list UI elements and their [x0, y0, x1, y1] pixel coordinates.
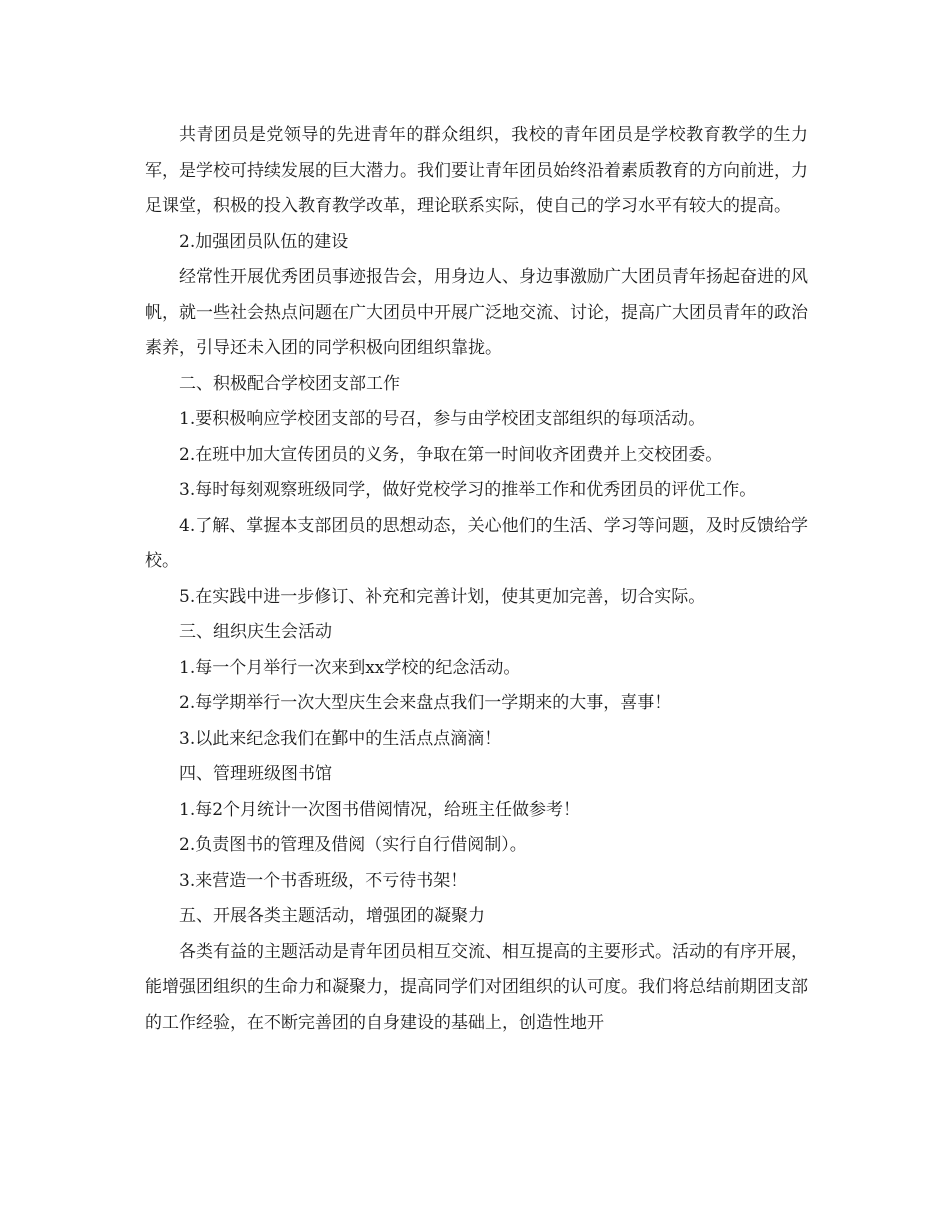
section-heading-3: 三、组织庆生会活动	[179, 622, 332, 642]
paragraph-intro: 共青团员是党领导的先进青年的群众组织，我校的青年团员是学校教育教学的生力军，是学校可持续发展的巨大潜力。我们要让青年团员始终沿着素质教育的方向前进，力足课堂，积极的投入教育教学改革，理论联系实际，使自己的学习水平有较大的提高。	[145, 125, 808, 216]
list-item: 3.以此来纪念我们在鄞中的生活点点滴滴！	[179, 728, 502, 749]
list-item: 3.每时每刻观察班级同学，做好党校学习的推举工作和优秀团员的评优工作。	[179, 480, 757, 500]
list-item: 2.每学期举行一次大型庆生会来盘点我们一学期来的大事，喜事！	[179, 693, 672, 713]
list-item: 1.每2个月统计一次图书借阅情况，给班主任做参考！	[179, 799, 581, 820]
section-heading-2: 二、积极配合学校团支部工作	[179, 373, 400, 394]
list-item: 5.在实践中进一步修订、补充和完善计划，使其更加完善，切合实际。	[179, 586, 706, 607]
list-item: 4.了解、掌握本支部团员的思想动态，关心他们的生活、学习等问题，及时反馈给学校。	[145, 515, 808, 571]
document-body	[145, 118, 808, 1041]
section-heading-4: 四、管理班级图书馆	[179, 764, 332, 784]
list-item: 1.要积极响应学校团支部的号召，参与由学校团支部组织的每项活动。	[179, 409, 706, 429]
paragraph-report-meetings: 经常性开展优秀团员事迹报告会，用身边人、身边事激励广大团员青年扬起奋进的风帆，就一些社会热点问题在广大团员中开展广泛地交流、讨论，提高广大团员青年的政治素养，引导还未入团的同学积极向团组织靠拢。	[145, 267, 808, 358]
list-item: 1.每一个月举行一次来到xx学校的纪念活动。	[179, 657, 521, 678]
list-item: 2.负责图书的管理及借阅（实行自行借阅制）。	[179, 835, 527, 855]
list-item: 2.在班中加大宣传团员的义务，争取在第一时间收齐团费并上交校团委。	[179, 444, 723, 465]
list-item: 3.来营造一个书香班级，不亏待书架！	[179, 870, 468, 891]
paragraph-theme-activities: 各类有益的主题活动是青年团员相互交流、相互提高的主要形式。活动的有序开展，能增强团组织的生命力和凝聚力，提高同学们对团组织的认可度。我们将总结前期团支部的工作经验，在不断完善团的自身建设的基础上，创造性地开	[145, 941, 808, 1033]
section-heading-5: 五、开展各类主题活动，增强团的凝聚力	[179, 906, 485, 926]
item-strengthen-team: 2.加强团员队伍的建设	[179, 231, 349, 252]
